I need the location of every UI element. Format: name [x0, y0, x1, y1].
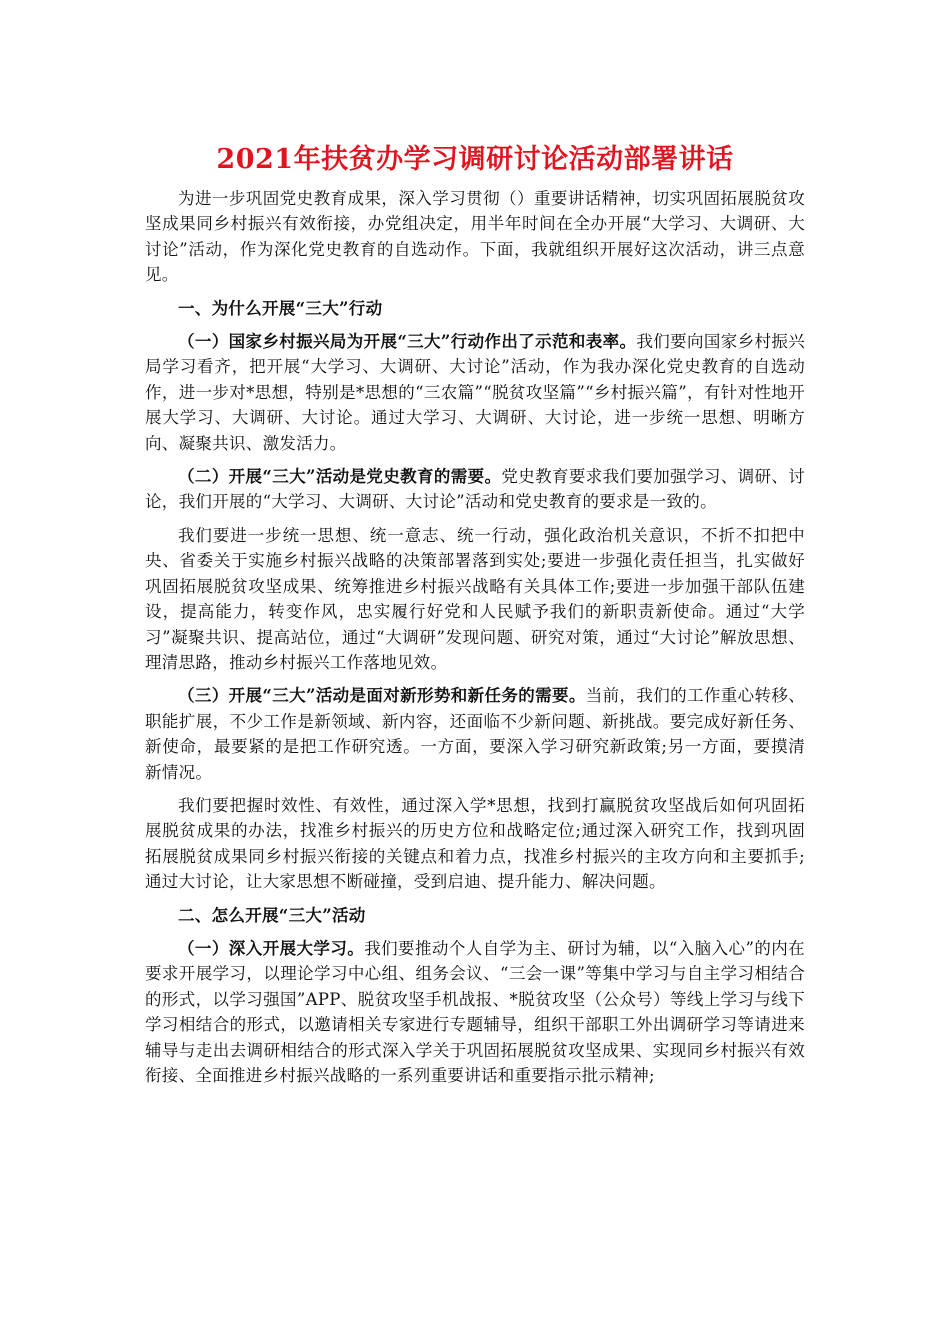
intro-paragraph: 为进一步巩固党史教育成果，深入学习贯彻（）重要讲话精神，切实巩固拓展脱贫攻坚成果同乡村振兴有效衔接，办党组决定，用半年时间在全办开展“大学习、大调研、大讨论”活动，作为深化党史教育的自选动作。下面，我就组织开展好这次活动，讲三点意见。 — [145, 189, 805, 285]
document-page — [145, 138, 805, 1096]
subsection-1-2-continued: 我们要进一步统一思想、统一意志、统一行动，强化政治机关意识，不折不扣把中央、省委关于实施乡村振兴战略的决策部署落到实处;要进一步强化责任担当，扎实做好巩固拓展脱贫攻坚成果、统筹推进乡村振兴战略有关具体工作;要进一步加强干部队伍建设，提高能力，转变作风，忠实履行好党和人民赋予我们的新职责新使命。通过“大学习”凝聚共识、提高站位，通过“大调研”发现问题、研究对策，通过“大讨论”解放思想、理清思路，推动乡村振兴工作落地见效。 — [145, 525, 805, 672]
subsection-1-2-text: 党史教育要求我们要加强学习、调研、讨论，我们开展的“大学习、大调研、大讨论”活动和党史教育的要求是一致的。 — [145, 467, 806, 512]
subsection-1-1-text: 我们要向国家乡村振兴局学习看齐，把开展“大学习、大调研、大讨论”活动，作为我办深化党史教育的自选动作，进一步对*思想，特别是*思想的“三农篇”“脱贫攻坚篇”“乡村振兴篇”，有针对性地开展大学习、大调研、大讨论。通过大学习、大调研、大讨论，进一步统一思想、明晰方向、凝聚共识、激发活力。 — [145, 332, 805, 453]
subsection-1-3-text: 当前，我们的工作重心转移、职能扩展，不少工作是新领域、新内容，还面临不少新问题、新挑战。要完成好新任务、新使命，最要紧的是把工作研究透。一方面，要深入学习研究新政策;另一方面，要摸清新情况。 — [145, 686, 805, 782]
document-title: 2021年扶贫办学习调研讨论活动部署讲话 — [216, 144, 734, 175]
subsection-1-2 — [145, 464, 805, 515]
subsection-1-2-lead: （二）开展“三大”活动是党史教育的需要。 — [178, 467, 502, 487]
subsection-2-1-text: 我们要推动个人自学为主、研讨为辅，以“入脑入心”的内在要求开展学习，以理论学习中心组、组务会议、“三会一课”等集中学习与自主学习相结合的形式，以学习强国”APP、脱贫攻坚手机战报、*脱贫攻坚（公众号）等线上学习与线下学习相结合的形式，以邀请相关专家进行专题辅导，组织干部职工外出调研学习等请进来辅导与走出去调研相结合的形式深入学关于巩固拓展脱贫攻坚成果、实现同乡村振兴有效衔接、全面推进乡村振兴战略的一系列重要讲话和重要指示批示精神; — [145, 938, 805, 1085]
subsection-2-1-lead: （一）深入开展大学习。 — [178, 938, 365, 958]
subsection-1-3-continued: 我们要把握时效性、有效性，通过深入学*思想，找到打赢脱贫攻坚战后如何巩固拓展脱贫成果的办法，找准乡村振兴的历史方位和战略定位;通过深入研究工作，找到巩固拓展脱贫成果同乡村振兴衔接的关键点和着力点，找准乡村振兴的主攻方向和主要抓手;通过大讨论，让大家思想不断碰撞，受到启迪、提升能力、解决问题。 — [145, 795, 805, 892]
subsection-1-3 — [145, 683, 805, 785]
subsection-2-1 — [145, 936, 805, 1088]
subsection-1-1-lead: （一）国家乡村振兴局为开展“三大”行动作出了示范和表率。 — [178, 332, 637, 352]
subsection-1-1 — [145, 329, 805, 456]
section-heading-1: 一、为什么开展“三大”行动 — [178, 298, 383, 318]
section-heading-2: 二、怎么开展“三大”活动 — [178, 905, 366, 925]
subsection-1-3-lead: （三）开展“三大”活动是面对新形势和新任务的需要。 — [178, 686, 586, 706]
